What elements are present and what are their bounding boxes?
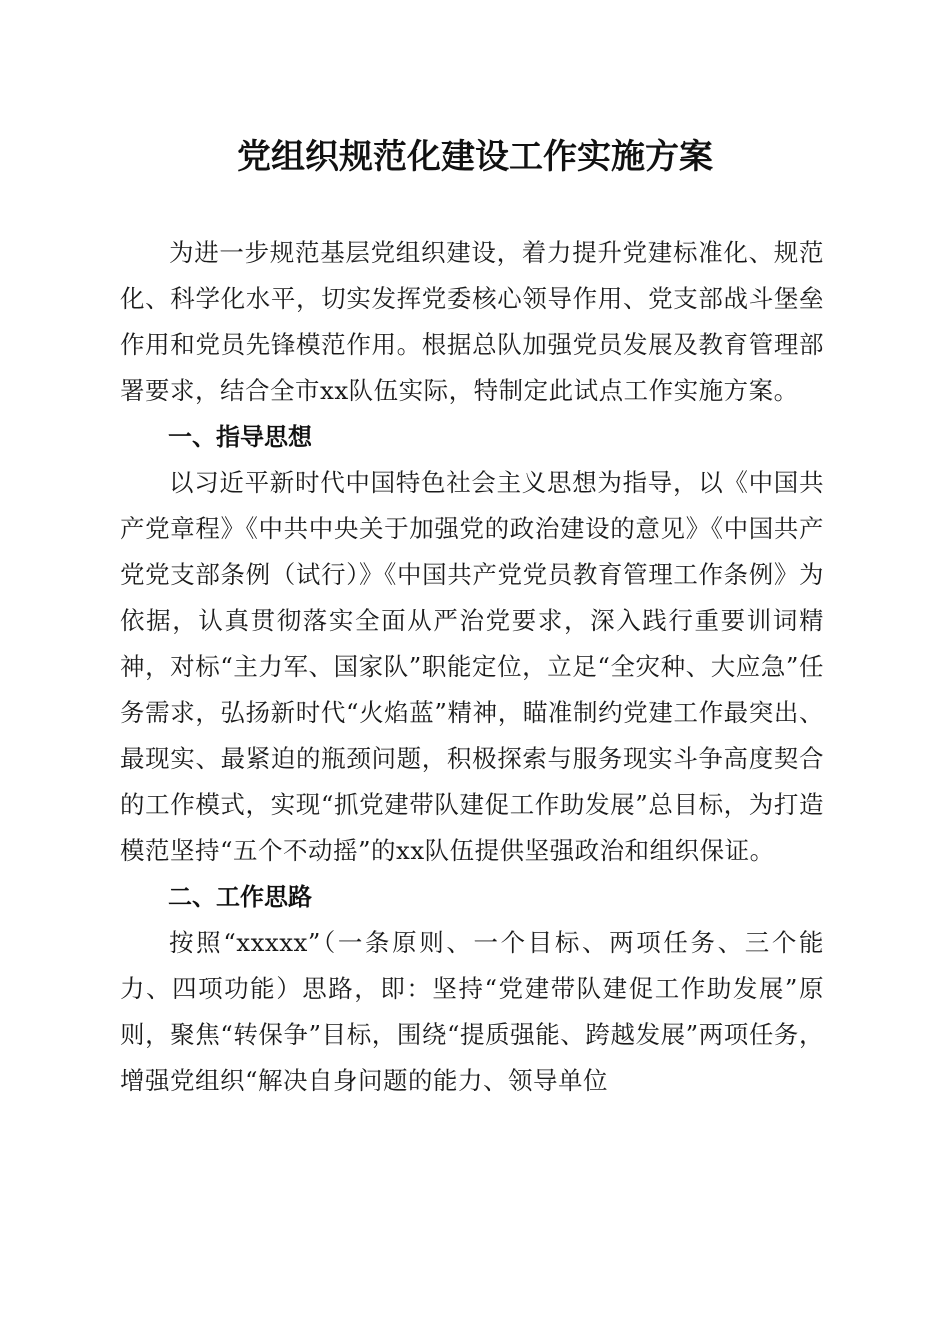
document-title: 党组织规范化建设工作实施方案 — [237, 137, 713, 177]
section-heading-work-approach: 二、工作思路 — [168, 883, 312, 911]
section-heading-guiding-ideology: 一、指导思想 — [168, 423, 312, 451]
section-paragraph-work-approach: 按照“xxxxx”（一条原则、一个目标、两项任务、三个能力、四项功能）思路，即：坚持“党建带队建促工作助发展”原则，聚焦“转保争”目标，围绕“提质强能、跨越发展”两项任务，增强党组织“解决自身问题的能力、领导单位 — [120, 928, 824, 1095]
document-body — [120, 230, 824, 1104]
intro-paragraph: 为进一步规范基层党组织建设，着力提升党建标准化、规范化、科学化水平，切实发挥党委核心领导作用、党支部战斗堡垒作用和党员先锋模范作用。根据总队加强党员发展及教育管理部署要求，结合全市xx队伍实际，特制定此试点工作实施方案。 — [120, 238, 824, 405]
section-paragraph-guiding-ideology: 以习近平新时代中国特色社会主义思想为指导，以《中国共产党章程》《中共中央关于加强党的政治建设的意见》《中国共产党党支部条例（试行）》《中国共产党党员教育管理工作条例》为依据，认真贯彻落实全面从严治党要求，深入践行重要训词精神，对标“主力军、国家队”职能定位，立足“全灾种、大应急”任务需求，弘扬新时代“火焰蓝”精神，瞄准制约党建工作最突出、最现实、最紧迫的瓶颈问题，积极探索与服务现实斗争高度契合的工作模式，实现“抓党建带队建促工作助发展”总目标，为打造模范坚持“五个不动摇”的xx队伍提供坚强政治和组织保证。 — [120, 468, 824, 865]
